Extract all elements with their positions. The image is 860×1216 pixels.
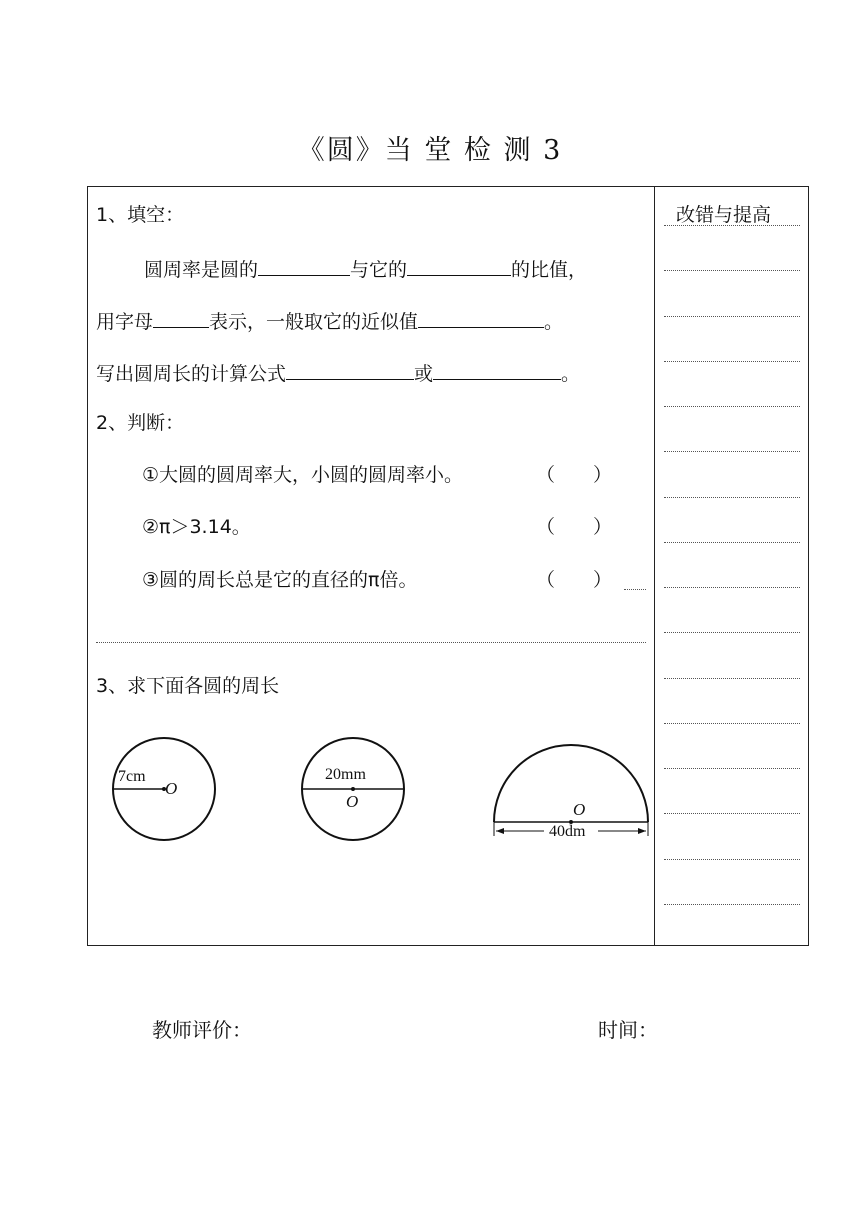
circle-figure-radius (108, 735, 220, 845)
judge-item-3: ③圆的周长总是它的直径的π倍。 (142, 569, 418, 591)
center-label: O (573, 800, 586, 819)
diameter-label: 20mm (325, 766, 366, 783)
correction-line[interactable] (664, 859, 800, 860)
q1-line2-text-b: 表示，一般取它的近似值 (209, 311, 419, 333)
blank-field[interactable] (433, 359, 561, 380)
correction-line[interactable] (664, 225, 800, 226)
answer-bracket[interactable]: （ ） (536, 464, 613, 486)
q1-line1-text-b: 与它的 (350, 259, 408, 281)
q1-heading: 1、填空： (96, 204, 185, 226)
circle-figure-diameter (298, 737, 408, 845)
blank-field[interactable] (286, 359, 414, 380)
q1-line3 (96, 359, 580, 386)
page-title: 《圆》当 堂 检 测 3 (297, 135, 563, 166)
q1-line1-text-a: 圆周率是圆的 (144, 259, 259, 281)
answer-bracket[interactable]: （ ） (536, 516, 613, 538)
q3-heading: 3、求下面各圆的周长 (96, 675, 280, 697)
correction-line[interactable] (664, 497, 800, 498)
diameter-label: 40dm (549, 823, 586, 840)
blank-field[interactable] (258, 255, 350, 276)
time-label: 时间： (598, 1018, 658, 1042)
correction-line[interactable] (664, 678, 800, 679)
correction-line[interactable] (664, 316, 800, 317)
q1-line3-text-a: 写出圆周长的计算公式 (96, 363, 287, 385)
short-dotted-line (624, 589, 646, 590)
correction-line[interactable] (664, 632, 800, 633)
center-label: O (346, 792, 359, 811)
correction-line[interactable] (664, 768, 800, 769)
section-separator (96, 642, 646, 643)
q1-line2-text-c: 。 (544, 311, 564, 333)
correction-line[interactable] (664, 451, 800, 452)
q1-line1 (144, 255, 587, 282)
correction-line[interactable] (664, 587, 800, 588)
correction-line[interactable] (664, 270, 800, 271)
judge-item-2: ②π＞3.14。 (142, 516, 251, 538)
blank-field[interactable] (407, 255, 511, 276)
center-label: O (165, 779, 178, 798)
q1-line3-text-c: 。 (561, 363, 581, 385)
answer-bracket[interactable]: （ ） (536, 569, 613, 591)
q1-line2 (96, 307, 563, 334)
blank-field[interactable] (153, 307, 209, 328)
column-divider (654, 186, 655, 946)
q2-heading: 2、判断： (96, 412, 185, 434)
q1-line1-text-c: 的比值， (511, 259, 588, 281)
correction-line[interactable] (664, 904, 800, 905)
correction-line[interactable] (664, 406, 800, 407)
correction-line[interactable] (664, 723, 800, 724)
q1-line2-text-a: 用字母 (96, 311, 154, 333)
correction-line[interactable] (664, 361, 800, 362)
teacher-evaluation-label: 教师评价： (152, 1018, 252, 1042)
blank-field[interactable] (418, 307, 544, 328)
correction-line[interactable] (664, 542, 800, 543)
radius-label: 7cm (118, 768, 146, 785)
correction-line[interactable] (664, 813, 800, 814)
judge-item-1: ①大圆的圆周率大，小圆的圆周率小。 (142, 464, 464, 486)
side-header: 改错与提高 (676, 204, 772, 226)
q1-line3-text-b: 或 (414, 363, 434, 385)
